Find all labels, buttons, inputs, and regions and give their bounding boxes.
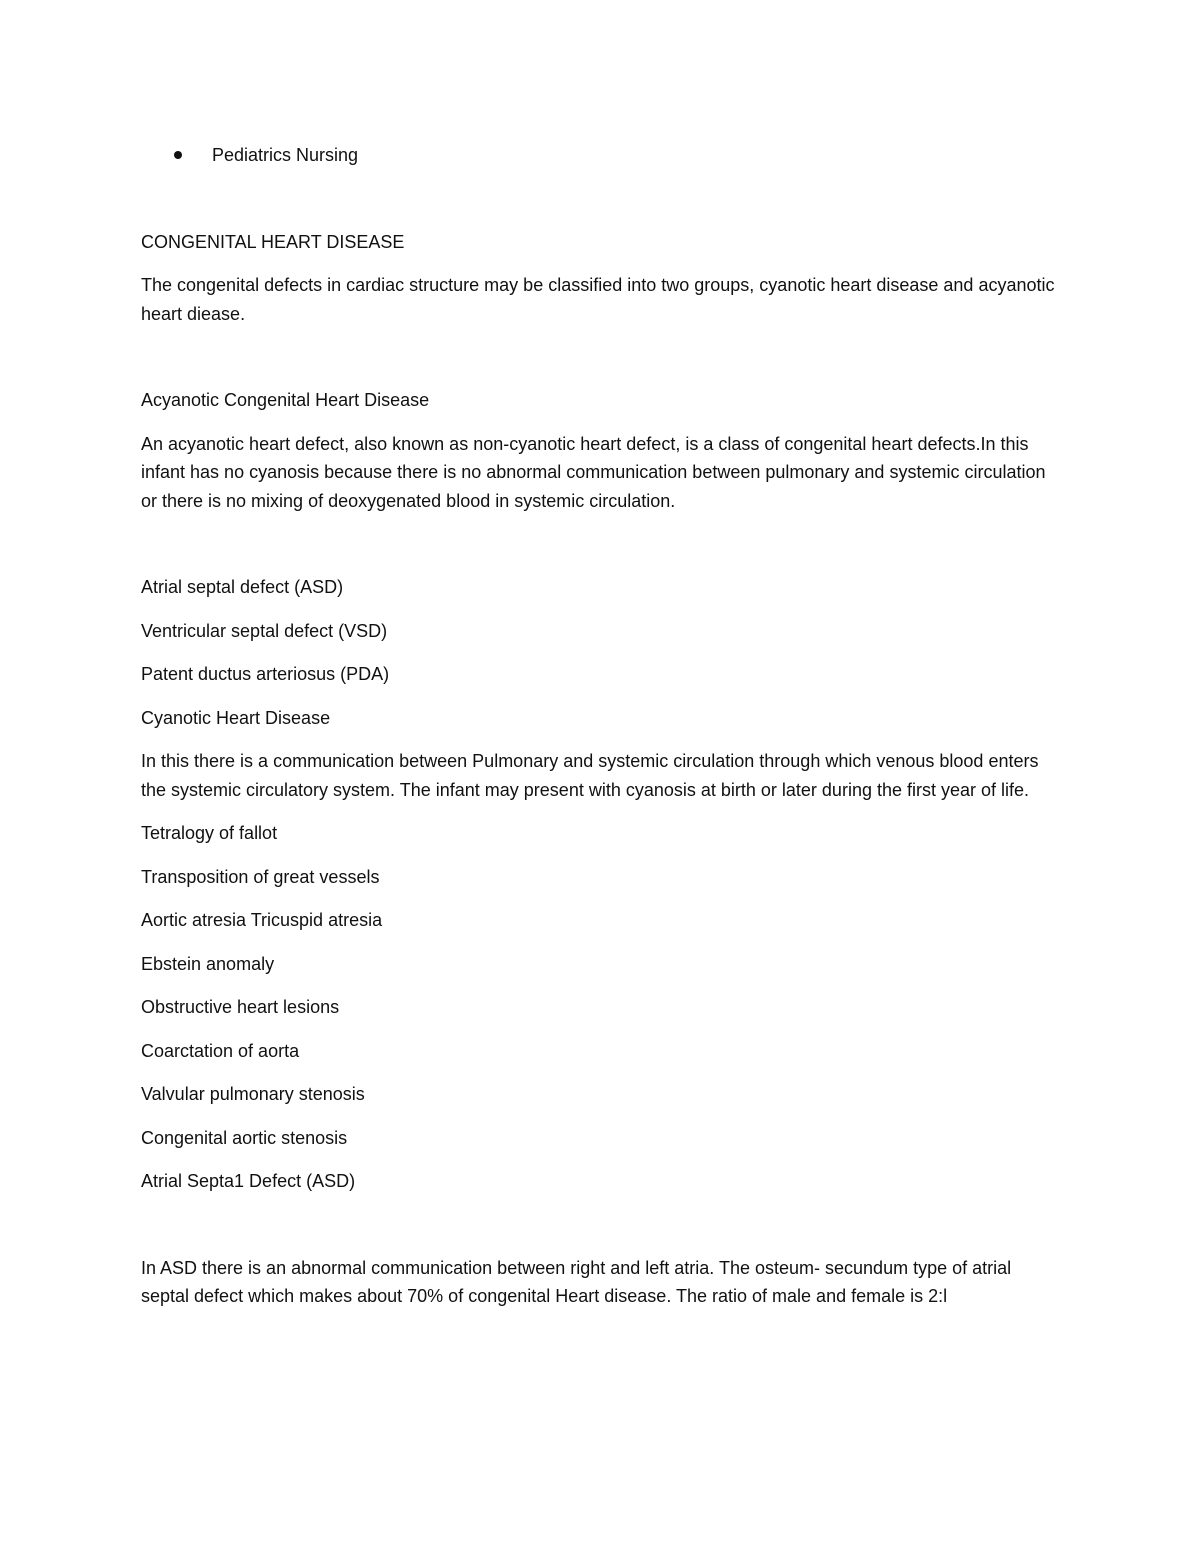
document-body xyxy=(141,141,1061,1311)
acyanotic-description: An acyanotic heart defect, also known as non-cyanotic heart defect, is a class of congenital heart defects.In this infant has no cyanosis because there is no abnormal communication between pulmonary and systemic circulation or there is no mixing of deoxygenated blood in systemic circulation. xyxy=(141,433,1046,511)
list-item: Atrial Septa1 Defect (ASD) xyxy=(141,1171,356,1191)
list-item: Patent ductus arteriosus (PDA) xyxy=(141,664,390,684)
main-heading: CONGENITAL HEART DISEASE xyxy=(141,231,405,252)
list-item: Ebstein anomaly xyxy=(141,953,275,974)
list-item: Transposition of great vessels xyxy=(141,866,380,887)
list-item: Tetralogy of fallot xyxy=(141,823,278,843)
asd-paragraph: In ASD there is an abnormal communication between right and left atria. The osteum- secundum type of atrial septal defect which makes about 70% of congenital Heart disease. The ratio of male and female is 2:l xyxy=(141,1257,1012,1306)
list-item: Valvular pulmonary stenosis xyxy=(141,1084,365,1104)
list-item: Coarctation of aorta xyxy=(141,1040,300,1061)
list-item: Obstructive heart lesions xyxy=(141,997,340,1017)
bullet-text: Pediatrics Nursing xyxy=(212,145,359,165)
bullet-icon xyxy=(174,151,182,159)
cyanotic-description: In this there is a communication between Pulmonary and systemic circulation through which venous blood enters the systemic circulatory system. The infant may present with cyanosis at birth or later during the first year of life. xyxy=(141,751,1039,800)
cyanotic-heading: Cyanotic Heart Disease xyxy=(141,707,331,728)
list-item: Aortic atresia Tricuspid atresia xyxy=(141,910,383,930)
list-item: Ventricular septal defect (VSD) xyxy=(141,620,388,641)
list-item: Atrial septal defect (ASD) xyxy=(141,577,344,597)
acyanotic-heading: Acyanotic Congenital Heart Disease xyxy=(141,390,430,410)
bullet-item xyxy=(174,141,1061,170)
list-item: Congenital aortic stenosis xyxy=(141,1127,348,1148)
intro-paragraph: The congenital defects in cardiac structure may be classified into two groups, cyanotic heart disease and acyanotic heart diease. xyxy=(141,275,1055,324)
